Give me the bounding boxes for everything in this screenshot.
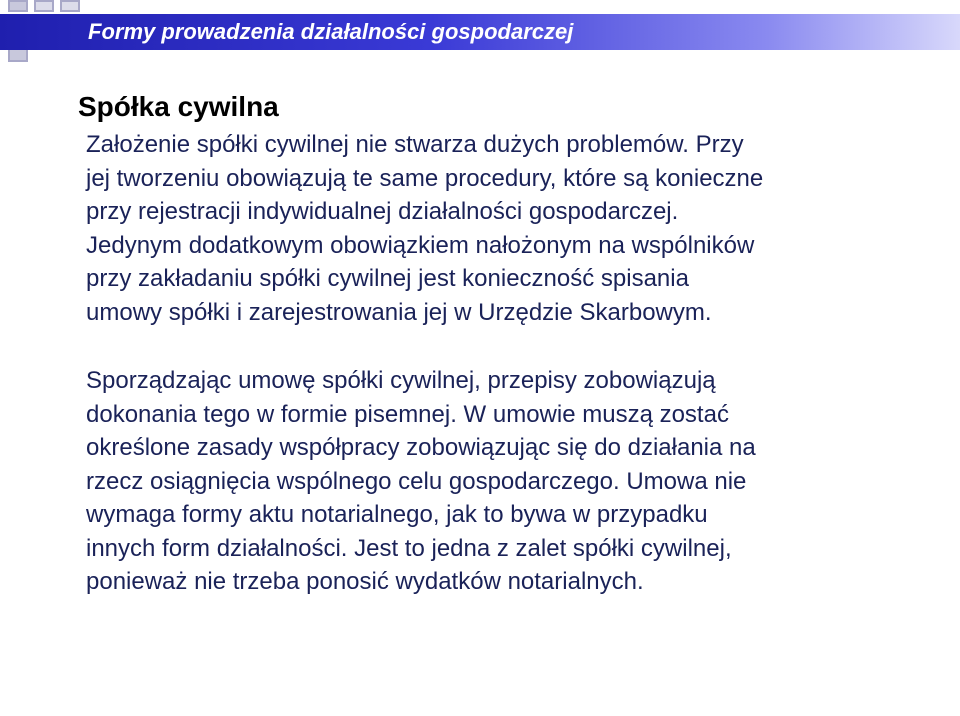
section-heading: Spółka cywilna	[78, 91, 279, 122]
paragraph-1	[86, 128, 763, 329]
paragraph-2	[86, 364, 756, 599]
paragraph-line: innych form działalności. Jest to jedna z zalet spółki cywilnej,	[86, 534, 732, 562]
paragraph-line: rzecz osiągnięcia wspólnego celu gospodarczego. Umowa nie	[86, 467, 747, 495]
paragraph-line: Założenie spółki cywilnej nie stwarza dużych problemów. Przy	[86, 131, 744, 158]
paragraph-line: przy zakładaniu spółki cywilnej jest konieczność spisania	[86, 265, 689, 292]
decorative-square	[60, 0, 80, 12]
paragraph-line: Sporządzając umowę spółki cywilnej, przepisy zobowiązują	[86, 367, 716, 394]
paragraph-line: przy rejestracji indywidualnej działalności gospodarczej.	[86, 198, 679, 225]
paragraph-line: dokonania tego w formie pisemnej. W umowie muszą zostać	[86, 400, 729, 428]
paragraph-line: ponieważ nie trzeba ponosić wydatków notarialnych.	[86, 568, 644, 595]
paragraph-line: wymaga formy aktu notarialnego, jak to bywa w przypadku	[86, 501, 708, 528]
decorative-square	[34, 0, 54, 12]
paragraph-line: określone zasady współpracy zobowiązując się do działania na	[86, 434, 756, 461]
paragraph-line: jej tworzeniu obowiązują te same procedury, które są konieczne	[86, 164, 764, 192]
slide-title: Formy prowadzenia działalności gospodarczej	[88, 19, 574, 44]
paragraph-line: Jedynym dodatkowym obowiązkiem nałożonym na wspólników	[86, 231, 755, 259]
decorative-square	[8, 0, 28, 12]
paragraph-line: umowy spółki i zarejestrowania jej w Urzędzie Skarbowym.	[86, 298, 712, 326]
